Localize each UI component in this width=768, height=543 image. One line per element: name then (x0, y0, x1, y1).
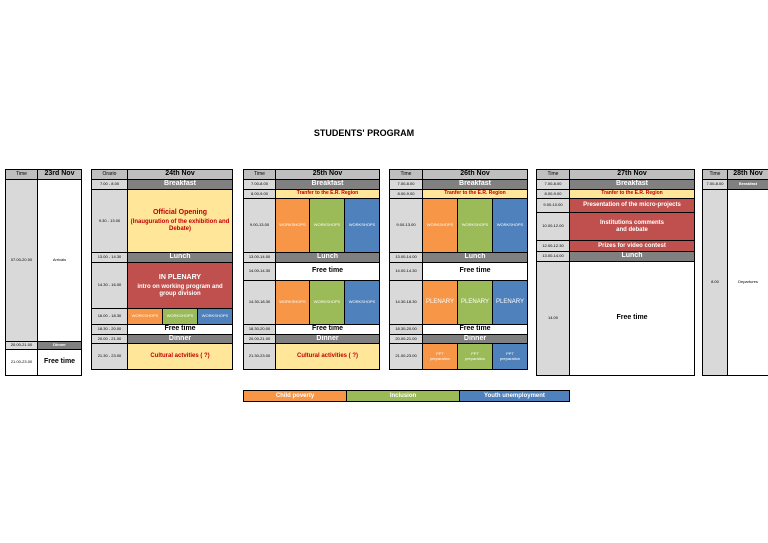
free-time-cell: Free time (38, 350, 82, 376)
ppt-sub: preparation (429, 355, 451, 361)
day-header: 23rd Nov (38, 170, 82, 180)
time-cell: 7.00-8.00 (390, 180, 423, 190)
institutions-line-2: and debate (616, 226, 648, 233)
schedule-25-nov (243, 169, 380, 370)
ppt-cell-green (458, 344, 493, 370)
in-plenary-cell (128, 263, 233, 309)
time-cell: 20.00-21.00 (390, 335, 423, 344)
workshop-cell-blue: WORKSHOPS (345, 199, 380, 253)
time-cell: 16.00 - 18.30 (92, 309, 128, 325)
day-header: 28th Nov (728, 170, 768, 180)
time-header: Time (6, 170, 38, 180)
official-opening-title: Official Opening (152, 209, 208, 217)
legend-child-poverty: Child poverty (244, 391, 347, 402)
ppt-label: PPT (436, 350, 444, 356)
time-cell: 8.00-9.00 (537, 190, 570, 199)
time-cell: 14.30-18.30 (390, 281, 423, 325)
arrivals-cell: Arrivals (38, 180, 82, 342)
time-cell: 13.00-14.00 (537, 252, 570, 262)
schedule-27-nov (536, 169, 695, 376)
time-cell: 21.00-23.00 (6, 350, 38, 376)
workshop-cell-blue: WORKSHOPS (345, 281, 380, 325)
legend-inclusion: Inclusion (347, 391, 460, 402)
day-header: 26th Nov (423, 170, 528, 180)
workshop-cell-orange: WORKSHOPS (276, 199, 310, 253)
time-cell: 21.30 - 23.00 (92, 344, 128, 370)
workshop-cell-blue: WORKSHOPS (198, 309, 233, 325)
time-cell: 13.00-14.00 (390, 253, 423, 263)
ppt-cell-blue (493, 344, 528, 370)
departures-cell: Departures (728, 190, 768, 376)
time-header: Time (703, 170, 728, 180)
ppt-label: PPT (471, 350, 479, 356)
schedule-24-nov (91, 169, 233, 370)
plenary-cell-blue: PLENARY (493, 281, 528, 325)
free-time-cell: Free time (423, 263, 528, 281)
lunch-cell: Lunch (423, 253, 528, 263)
transfer-cell: Tranfer to the E.R. Region (570, 190, 695, 199)
dinner-cell: Dinner (128, 335, 233, 344)
time-cell: 7.00-8.00 (244, 180, 276, 190)
schedule-26-nov (389, 169, 528, 370)
time-cell: 20.00-21.00 (244, 335, 276, 344)
workshop-cell-green: WORKSHOPS (310, 199, 345, 253)
time-cell: 07.00-20.00 (6, 180, 38, 342)
time-cell: 9.00-10.00 (537, 199, 570, 213)
official-opening-subtitle: (Inauguration of the exhibition and Debate) (130, 219, 230, 233)
time-cell: 7.00-8.00 (703, 180, 728, 190)
lunch-cell: Lunch (128, 253, 233, 263)
time-cell: 9.30 - 13.00 (92, 190, 128, 253)
plenary-cell-green: PLENARY (458, 281, 493, 325)
time-cell: 9.00-13.00 (390, 199, 423, 253)
workshop-cell-orange: WORKSHOPS (423, 199, 458, 253)
workshop-cell-green: WORKSHOPS (310, 281, 345, 325)
free-time-cell: Free time (276, 263, 380, 281)
time-cell: 8.00 (703, 190, 728, 376)
schedule-28-nov (702, 169, 768, 376)
time-cell: 20.00-21.00 (6, 342, 38, 350)
time-header: Time (537, 170, 570, 180)
dinner-cell: Dinner (276, 335, 380, 344)
prizes-cell: Prizes for video contest (570, 241, 695, 252)
in-plenary-subtitle: intro on working program and group division (137, 283, 223, 297)
time-cell: 12.00-12.30 (537, 241, 570, 252)
breakfast-cell: Breakfast (128, 180, 233, 190)
legend-youth-unemployment: Youth unemployment (460, 391, 570, 402)
time-cell: 7.00 - 8.00 (92, 180, 128, 190)
time-cell: 8.00-9.00 (390, 190, 423, 199)
free-time-cell: Free time (570, 262, 695, 376)
time-cell: 9.00-13.00 (244, 199, 276, 253)
free-time-cell: Free time (423, 325, 528, 335)
breakfast-cell: Breakfast (423, 180, 528, 190)
in-plenary-title: IN PLENARY (158, 273, 202, 281)
breakfast-cell: Breakfast (728, 180, 768, 190)
breakfast-cell: Breakfast (276, 180, 380, 190)
free-time-cell: Free time (128, 325, 233, 335)
ppt-sub: preparation (499, 355, 521, 361)
time-header: Time (244, 170, 276, 180)
workshop-cell-orange: WORKSHOPS (128, 309, 163, 325)
page-title: STUDENTS' PROGRAM (313, 128, 415, 138)
micro-projects-cell: Presentation of the micro-projects (570, 199, 695, 213)
plenary-cell-orange: PLENARY (423, 281, 458, 325)
institutions-cell (570, 213, 695, 241)
workshop-cell-green: WORKSHOPS (458, 199, 493, 253)
cultural-activities-cell: Cultural activities ( ?) (276, 344, 380, 370)
time-cell: 8.00-9.00 (244, 190, 276, 199)
day-header: 27th Nov (570, 170, 695, 180)
day-header: 24th Nov (128, 170, 233, 180)
time-cell: 21.30-23.00 (244, 344, 276, 370)
time-cell: 10.00-12.00 (537, 213, 570, 241)
legend (243, 390, 570, 402)
dinner-cell: Dinner (38, 342, 82, 350)
time-cell: 18.30 - 20.00 (92, 325, 128, 335)
time-cell: 14.00 (537, 262, 570, 376)
time-header: Orario (92, 170, 128, 180)
transfer-cell: Tranfer to the E.R. Region (276, 190, 380, 199)
time-cell: 14.30 - 16.00 (92, 263, 128, 309)
ppt-cell-orange (423, 344, 458, 370)
free-time-cell: Free time (276, 325, 380, 335)
official-opening-cell (128, 190, 233, 253)
time-cell: 14.00-14.30 (244, 263, 276, 281)
time-cell: 21.00-23.00 (390, 344, 423, 370)
time-cell: 20.00 - 21.00 (92, 335, 128, 344)
time-cell: 14.30-18.30 (244, 281, 276, 325)
time-cell: 7.00-8.00 (537, 180, 570, 190)
workshop-cell-orange: WORKSHOPS (276, 281, 310, 325)
dinner-cell: Dinner (423, 335, 528, 344)
time-cell: 13.00-14.00 (244, 253, 276, 263)
ppt-label: PPT (506, 350, 514, 356)
day-header: 25th Nov (276, 170, 380, 180)
ppt-sub: preparation (464, 355, 486, 361)
time-header: Time (390, 170, 423, 180)
time-cell: 18.30-20.00 (390, 325, 423, 335)
lunch-cell: Lunch (570, 252, 695, 262)
transfer-cell: Tranfer to the E.R. Region (423, 190, 528, 199)
lunch-cell: Lunch (276, 253, 380, 263)
institutions-line-1: Institutions comments (599, 219, 664, 226)
time-cell: 14.00-14.30 (390, 263, 423, 281)
time-cell: 13.00 - 14.30 (92, 253, 128, 263)
cultural-activities-cell: Cultural actvities ( ?) (128, 344, 233, 370)
workshop-cell-green: WORKSHOPS (163, 309, 198, 325)
breakfast-cell: Breakfast (570, 180, 695, 190)
workshop-cell-blue: WORKSHOPS (493, 199, 528, 253)
time-cell: 18.30-20.00 (244, 325, 276, 335)
schedule-23-nov (5, 169, 82, 376)
